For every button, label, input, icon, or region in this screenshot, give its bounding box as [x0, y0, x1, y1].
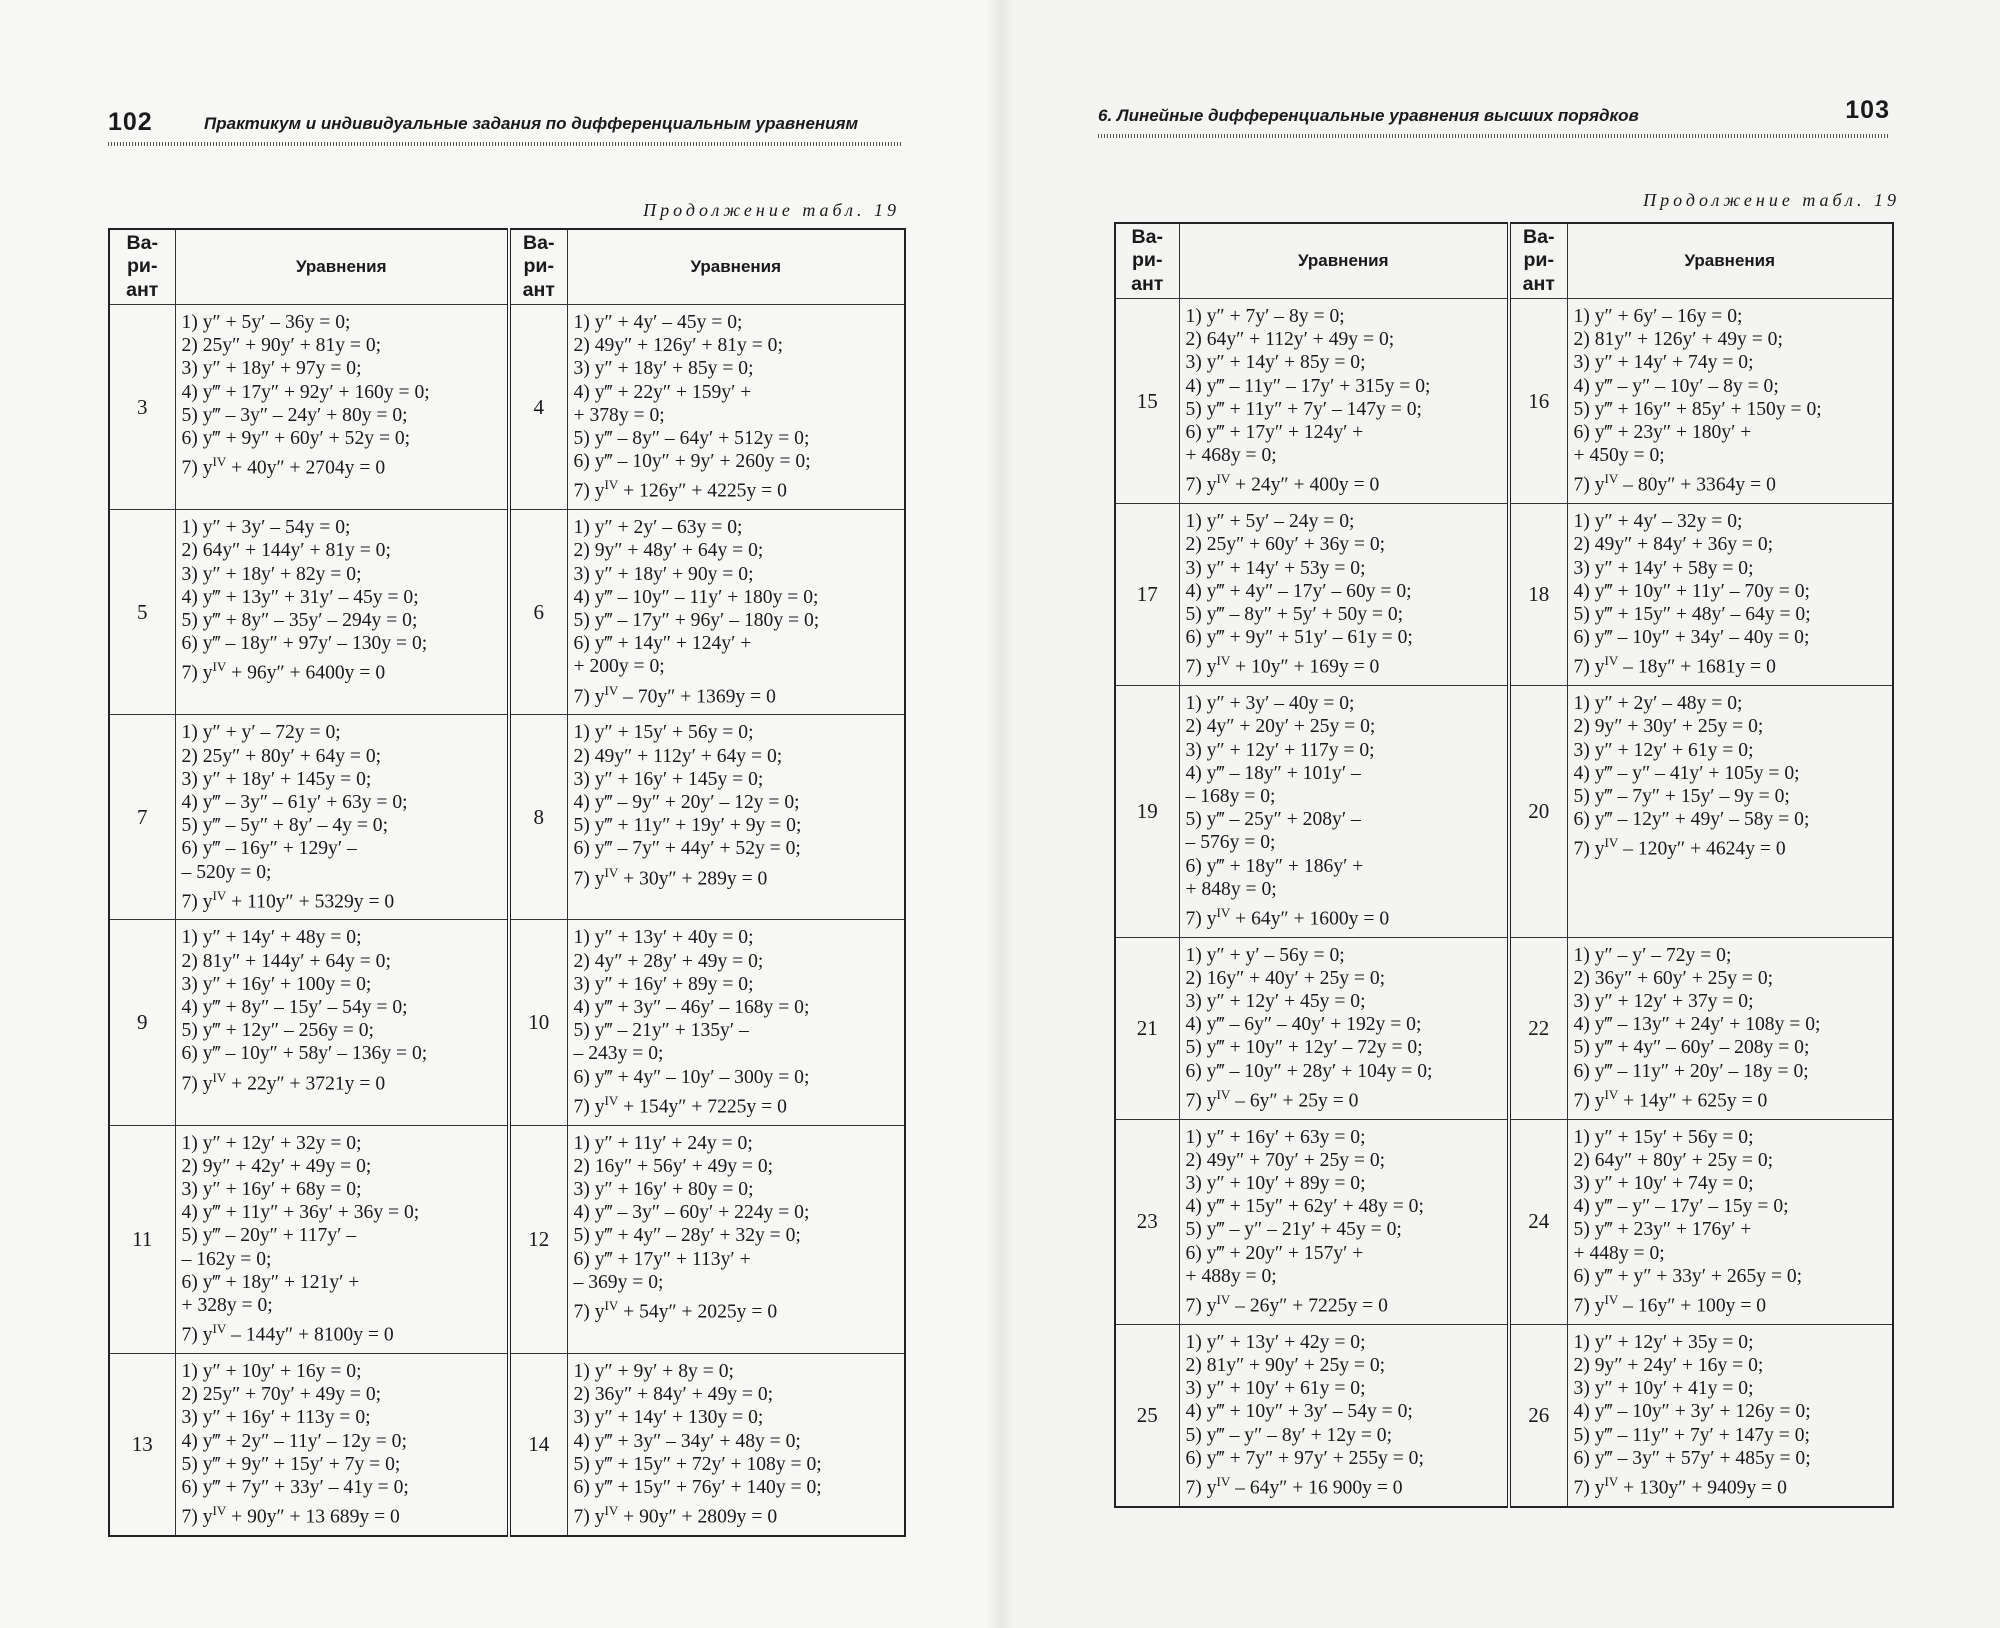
variant-number: 16 [1509, 299, 1567, 504]
variant-number: 8 [509, 715, 567, 920]
equations-cell [1179, 1324, 1509, 1506]
equations-cell [1567, 1119, 1893, 1324]
equation-line: 3) y″ + 16y′ + 80y = 0; [573, 1179, 754, 1201]
equation-line: 2) 16y″ + 56y′ + 49y = 0; [573, 1155, 774, 1177]
equation-line: 1) y″ + 4y′ – 45y = 0; [573, 312, 743, 333]
equation-line: 2) 49y″ + 70y′ + 25y = 0; [1185, 1149, 1386, 1171]
variant-column-header: Ва- ри- ант [109, 229, 175, 305]
equations-cell [1179, 937, 1509, 1119]
variant-number: 25 [1115, 1324, 1179, 1506]
equation-line: 3) y″ + 18y′ + 90y = 0; [573, 563, 754, 585]
equation-line: 6) y‴ – 11y″ + 20y′ – 18y = 0; [1573, 1060, 1809, 1082]
equation-line: 5) y‴ + 12y″ – 256y = 0; [181, 1020, 374, 1042]
variant-number: 6 [509, 510, 567, 715]
equation-line: 5) y‴ + 4y″ – 28y′ + 32y = 0; [573, 1225, 801, 1247]
equation-line: 7) $y^{IV} + 24y'' + 400y = 0$ [1185, 471, 1380, 496]
equation-line: 3) y″ + 10y′ + 74y = 0; [1573, 1173, 1754, 1195]
equation-line: 3) y″ + 14y′ + 58y = 0; [1573, 557, 1754, 579]
equation-line: 4) y‴ + 13y″ + 31y′ – 45y = 0; [181, 586, 419, 608]
equation-line: 4) y‴ + 10y″ + 11y′ – 70y = 0; [1573, 580, 1810, 602]
equation-line: + 200y = 0; [573, 656, 665, 678]
equations-column-header: Уравнения [1179, 223, 1509, 299]
variant-number: 7 [109, 715, 175, 920]
variant-number: 26 [1509, 1324, 1567, 1506]
equation-line: 5) y‴ + 15y″ + 48y′ – 64y = 0; [1573, 603, 1811, 625]
variant-number: 19 [1115, 686, 1179, 938]
equation-line: 7) $y^{IV} + 154y'' + 7225y = 0$ [573, 1092, 787, 1118]
equation-line: 1) y″ + 12y′ + 35y = 0; [1573, 1331, 1754, 1353]
equation-line: 7) $y^{IV} + 22y'' + 3721y = 0$ [181, 1069, 386, 1095]
equation-line: – 168y = 0; [1185, 785, 1276, 807]
equation-line: + 488y = 0; [1185, 1265, 1277, 1287]
equation-line: 5) y‴ – 20y″ + 117y′ – [181, 1225, 357, 1247]
equations-cell [567, 1125, 905, 1353]
equation-line: 7) $y^{IV} + 90y'' + 2809y = 0$ [573, 1503, 778, 1528]
equation-line: 2) 81y″ + 126y′ + 49y = 0; [1573, 329, 1783, 351]
table-row [109, 715, 905, 920]
equations-cell [1567, 686, 1893, 938]
equation-line: + 450y = 0; [1573, 445, 1665, 467]
equation-line: 3) y″ + 12y′ + 37y = 0; [1573, 991, 1754, 1013]
equation-line: 7) $y^{IV} + 90y'' + 13$ 689y = 0 [181, 1503, 400, 1528]
equation-line: 3) y″ + 16y′ + 145y = 0; [573, 768, 764, 790]
equation-line: 5) y‴ + 11y″ + 19y′ + 9y = 0; [573, 815, 802, 837]
equation-line: 6) y‴ + 7y″ + 33y′ – 41y = 0; [181, 1477, 409, 1498]
equation-line: 2) 81y″ + 144y′ + 64y = 0; [181, 950, 391, 972]
equation-line: 6) y‴ + 18y″ + 121y′ + [181, 1271, 360, 1293]
equations-cell [175, 1353, 509, 1535]
equation-line: 3) y″ + 18y′ + 97y = 0; [181, 358, 362, 380]
equation-line: 3) y″ + 12y′ + 45y = 0; [1185, 991, 1366, 1013]
equation-line: 4) y‴ + 4y″ – 17y′ – 60y = 0; [1185, 580, 1412, 602]
equation-line: 6) y‴ + 18y″ + 186y′ + [1185, 855, 1364, 877]
equation-line: 5) y‴ + 4y″ – 60y′ – 208y = 0; [1573, 1037, 1810, 1059]
equation-line: 2) 64y″ + 144y′ + 81y = 0; [181, 540, 391, 562]
equation-line: 7) $y^{IV} + 64y'' + 1600y = 0$ [1185, 904, 1390, 930]
running-title: 6. Линейные дифференциальные уравнения высших порядков [1098, 106, 1639, 125]
equation-line: 2) 25y″ + 90y′ + 81y = 0; [181, 335, 382, 357]
equation-line: 6) y‴ + 9y″ + 51y′ – 61y = 0; [1185, 627, 1413, 649]
equation-line: 3) y″ + 18y′ + 82y = 0; [181, 563, 362, 585]
equation-line: 7) $y^{IV} - 64y'' + 16$ 900y = 0 [1185, 1474, 1403, 1499]
table-row [109, 1125, 905, 1353]
equation-line: 1) y″ + y′ – 72y = 0; [181, 722, 341, 744]
equation-line: 6) y‴ – 3y″ + 57y′ + 485y = 0; [1573, 1447, 1811, 1469]
variant-number: 18 [1509, 504, 1567, 686]
table-row [109, 305, 905, 510]
table-caption: Продолжение табл. 19 [643, 200, 900, 220]
equation-line: 3) y″ + 16y′ + 68y = 0; [181, 1179, 362, 1201]
equation-line: 6) y‴ + 20y″ + 157y′ + [1185, 1242, 1364, 1264]
table-row [1115, 504, 1893, 686]
equation-line: 7) $y^{IV} + 14y'' + 625y = 0$ [1573, 1086, 1768, 1112]
equations-cell [1179, 504, 1509, 686]
equation-line: 4) y‴ – y″ – 10y′ – 8y = 0; [1573, 375, 1779, 397]
equation-line: 1) y″ + 6y′ – 16y = 0; [1573, 306, 1743, 327]
equation-line: 1) y″ + 12y′ + 32y = 0; [181, 1132, 362, 1154]
equation-line: 7) $y^{IV} + 126y'' + 4225y = 0$ [573, 477, 787, 502]
equation-line: – 369y = 0; [573, 1271, 664, 1293]
equation-line: 5) y‴ + 23y″ + 176y′ + [1573, 1219, 1752, 1241]
equations-cell [567, 305, 905, 510]
equation-line: 4) y‴ + 11y″ + 36y′ + 36y = 0; [181, 1202, 420, 1224]
equation-line: 7) $y^{IV} + 130y'' + 9409y = 0$ [1573, 1474, 1787, 1499]
equation-line: 3) y″ + 14y′ + 85y = 0; [1185, 352, 1366, 374]
equation-line: 4) y‴ – 10y″ – 11y′ + 180y = 0; [573, 586, 819, 608]
equation-line: 5) y‴ + 9y″ + 15y′ + 7y = 0; [181, 1453, 401, 1475]
equations-cell [567, 715, 905, 920]
equation-line: 1) y″ + 3y′ – 40y = 0; [1185, 693, 1355, 715]
equation-line: 5) y‴ – y″ – 21y′ + 45y = 0; [1185, 1219, 1402, 1241]
equations-cell [175, 920, 509, 1125]
equation-line: 6) y‴ + y″ + 33y′ + 265y = 0; [1573, 1265, 1803, 1287]
equations-cell [1567, 299, 1893, 504]
equation-line: + 328y = 0; [181, 1295, 273, 1317]
equation-line: 7) $y^{IV} + 96y'' + 6400y = 0$ [181, 659, 386, 684]
equation-line: 4) y‴ – 6y″ – 40y′ + 192y = 0; [1185, 1014, 1422, 1036]
variant-number: 9 [109, 920, 175, 1125]
equation-line: 7) $y^{IV} + 10y'' + 169y = 0$ [1185, 653, 1380, 678]
equation-line: 2) 81y″ + 90y′ + 25y = 0; [1185, 1354, 1386, 1376]
equation-line: 5) y‴ + 15y″ + 72y′ + 108y = 0; [573, 1453, 822, 1475]
equation-line: 7) $y^{IV} - 144y'' + 8100y = 0$ [181, 1321, 394, 1346]
equations-cell [1179, 299, 1509, 504]
equation-line: 6) y‴ – 10y″ + 58y′ – 136y = 0; [181, 1043, 428, 1065]
equation-line: 2) 16y″ + 40y′ + 25y = 0; [1185, 967, 1386, 989]
page-header [1098, 96, 1890, 140]
equations-cell [1179, 1119, 1509, 1324]
equation-line: 3) y″ + 16y′ + 89y = 0; [573, 973, 754, 995]
equation-line: 5) y‴ – 17y″ + 96y′ – 180y = 0; [573, 609, 820, 631]
equation-line: 5) y‴ + 11y″ + 7y′ – 147y = 0; [1185, 398, 1422, 420]
equation-line: 5) y‴ – 8y″ + 5y′ + 50y = 0; [1185, 603, 1404, 625]
equation-line: 4) y‴ – y″ – 41y′ + 105y = 0; [1573, 762, 1800, 784]
equation-line: 6) y‴ – 18y″ + 97y′ – 130y = 0; [181, 633, 428, 655]
equation-line: 5) y‴ + 10y″ + 12y′ – 72y = 0; [1185, 1037, 1423, 1059]
equation-line: 6) y‴ – 7y″ + 44y′ + 52y = 0; [573, 838, 801, 860]
book-spine [985, 0, 1015, 1628]
equation-line: 1) y″ + 5y′ – 24y = 0; [1185, 511, 1355, 533]
equation-line: 2) 9y″ + 42y′ + 49y = 0; [181, 1155, 372, 1177]
equations-column-header: Уравнения [1567, 223, 1893, 299]
equation-line: 1) y″ + 5y′ – 36y = 0; [181, 312, 351, 333]
equation-line: 5) y‴ – 11y″ + 7y′ + 147y = 0; [1573, 1424, 1810, 1446]
equation-line: 2) 36y″ + 84y′ + 49y = 0; [573, 1384, 774, 1406]
equation-line: 1) y″ + 15y′ + 56y = 0; [573, 722, 754, 744]
equations-cell [1179, 686, 1509, 938]
equation-line: 4) y‴ – 3y″ – 61y′ + 63y = 0; [181, 791, 408, 813]
equations-cell [1567, 504, 1893, 686]
variant-number: 20 [1509, 686, 1567, 938]
equations-cell [1567, 1324, 1893, 1506]
equation-line: 5) y‴ – 25y″ + 208y′ – [1185, 809, 1361, 831]
equation-line: 2) 4y″ + 28y′ + 49y = 0; [573, 950, 764, 972]
equation-line: 1) y″ + 10y′ + 16y = 0; [181, 1360, 362, 1382]
equation-line: + 848y = 0; [1185, 878, 1277, 900]
equation-line: 1) y″ + 7y′ – 8y = 0; [1185, 306, 1345, 327]
equation-line: 4) y‴ + 10y″ + 3y′ – 54y = 0; [1185, 1401, 1413, 1423]
variant-number: 22 [1509, 937, 1567, 1119]
equation-line: 2) 64y″ + 80y′ + 25y = 0; [1573, 1149, 1774, 1171]
equation-line: 5) y‴ – y″ – 8y′ + 12y = 0; [1185, 1424, 1393, 1446]
right-page [1000, 0, 2000, 1628]
equation-line: 5) y‴ + 16y″ + 85y′ + 150y = 0; [1573, 398, 1822, 420]
equation-line: 7) $y^{IV} + 54y'' + 2025y = 0$ [573, 1298, 778, 1323]
equations-column-header: Уравнения [175, 229, 509, 305]
table-row [109, 510, 905, 715]
equations-table [108, 228, 906, 1537]
equation-line: 2) 36y″ + 60y′ + 25y = 0; [1573, 967, 1774, 989]
equation-line: 6) y‴ + 4y″ – 10y′ – 300y = 0; [573, 1066, 810, 1088]
equation-line: 5) y‴ – 8y″ – 64y′ + 512y = 0; [573, 428, 810, 450]
equation-line: – 576y = 0; [1185, 832, 1276, 854]
equations-table [1114, 222, 1894, 1508]
variant-number: 13 [109, 1353, 175, 1535]
equation-line: 1) y″ + 9y′ + 8y = 0; [573, 1360, 734, 1382]
equation-line: + 468y = 0; [1185, 445, 1277, 467]
equations-column-header: Уравнения [567, 229, 905, 305]
equation-line: 6) y‴ – 16y″ + 129y′ – [181, 838, 357, 860]
equation-line: 2) 64y″ + 112y′ + 49y = 0; [1185, 329, 1395, 351]
equation-line: 7) $y^{IV} - 18y'' + 1681y = 0$ [1573, 653, 1776, 678]
equation-line: 6) y‴ – 10y″ + 9y′ + 260y = 0; [573, 451, 811, 473]
equation-line: 3) y″ + 10y′ + 61y = 0; [1185, 1378, 1366, 1400]
equation-line: 3) y″ + 14y′ + 74y = 0; [1573, 352, 1754, 374]
equation-line: 4) y‴ – 11y″ – 17y′ + 315y = 0; [1185, 375, 1431, 397]
equation-line: 2) 49y″ + 112y′ + 64y = 0; [573, 745, 783, 767]
equation-line: 6) y‴ + 23y″ + 180y′ + [1573, 422, 1752, 444]
equation-line: 4) y‴ + 17y″ + 92y′ + 160y = 0; [181, 381, 430, 403]
equation-line: – 243y = 0; [573, 1043, 664, 1065]
equation-line: 3) y″ + 18y′ + 145y = 0; [181, 768, 372, 790]
equation-line: 3) y″ + 10y′ + 89y = 0; [1185, 1173, 1366, 1195]
equation-line: 4) y‴ – 18y″ + 101y′ – [1185, 762, 1361, 784]
equation-line: 2) 9y″ + 30y′ + 25y = 0; [1573, 716, 1764, 738]
equation-line: 3) y″ + 16y′ + 100y = 0; [181, 973, 372, 995]
equations-cell [175, 715, 509, 920]
equation-line: 2) 49y″ + 84y′ + 36y = 0; [1573, 534, 1774, 556]
equation-line: 7) $y^{IV} - 70y'' + 1369y = 0$ [573, 682, 776, 708]
equation-line: 2) 25y″ + 80y′ + 64y = 0; [181, 745, 382, 767]
equation-line: + 448y = 0; [1573, 1242, 1665, 1264]
equation-line: 2) 9y″ + 24y′ + 16y = 0; [1573, 1354, 1764, 1376]
equation-line: 3) y″ + 12y′ + 61y = 0; [1573, 739, 1754, 761]
running-title: Практикум и индивидуальные задания по дифференциальным уравнениям [204, 114, 859, 133]
equation-line: 1) y″ + y′ – 56y = 0; [1185, 944, 1345, 966]
variant-number: 24 [1509, 1119, 1567, 1324]
equation-line: 7) $y^{IV} + 40y'' + 2704y = 0$ [181, 454, 386, 479]
equation-line: 4) y‴ – 10y″ + 3y′ + 126y = 0; [1573, 1401, 1811, 1423]
variant-column-header: Ва- ри- ант [1509, 223, 1567, 299]
equation-line: 7) $y^{IV} - 26y'' + 7225y = 0$ [1185, 1292, 1388, 1317]
equation-line: 7) $y^{IV} - 120y'' + 4624y = 0$ [1573, 835, 1786, 860]
equation-line: 1) y″ + 11y′ + 24y = 0; [573, 1132, 753, 1154]
page-header [108, 108, 902, 148]
variant-number: 11 [109, 1125, 175, 1353]
equation-line: 5) y‴ – 5y″ + 8y′ – 4y = 0; [181, 815, 389, 837]
variant-number: 23 [1115, 1119, 1179, 1324]
equation-line: – 162y = 0; [181, 1248, 272, 1270]
equation-line: 7) $y^{IV} + 30y'' + 289y = 0$ [573, 864, 768, 890]
header-rule [1098, 134, 1890, 138]
equations-cell [175, 510, 509, 715]
equation-line: 6) y‴ – 12y″ + 49y′ – 58y = 0; [1573, 809, 1810, 831]
equation-line: 7) $y^{IV} - 16y'' + 100y = 0$ [1573, 1292, 1767, 1317]
page-number: 103 [1845, 96, 1890, 124]
equation-line: 1) y″ + 3y′ – 54y = 0; [181, 517, 351, 539]
equation-line: 6) y‴ + 9y″ + 60y′ + 52y = 0; [181, 428, 411, 450]
equation-line: 1) y″ + 13y′ + 42y = 0; [1185, 1331, 1366, 1353]
variant-number: 4 [509, 305, 567, 510]
equation-line: 7) $y^{IV} - 80y'' + 3364y = 0$ [1573, 471, 1776, 496]
equation-line: 5) y‴ + 8y″ – 35y′ – 294y = 0; [181, 609, 418, 631]
variant-number: 14 [509, 1353, 567, 1535]
table-row [1115, 299, 1893, 504]
equation-line: 3) y″ + 16y′ + 113y = 0; [181, 1407, 371, 1429]
equation-line: 6) y‴ + 17y″ + 124y′ + [1185, 422, 1364, 444]
page-number: 102 [108, 108, 153, 136]
equation-line: 7) $y^{IV} + 110y'' + 5329y = 0$ [181, 887, 395, 913]
equation-line: 5) y‴ – 7y″ + 15y′ – 9y = 0; [1573, 785, 1790, 807]
equations-cell [1567, 937, 1893, 1119]
equation-line: 1) y″ + 14y′ + 48y = 0; [181, 927, 362, 949]
equation-line: 1) y″ + 16y′ + 63y = 0; [1185, 1126, 1366, 1148]
variant-number: 17 [1115, 504, 1179, 686]
variant-number: 15 [1115, 299, 1179, 504]
equations-cell [567, 1353, 905, 1535]
variant-number: 3 [109, 305, 175, 510]
equation-line: 4) y‴ – 13y″ + 24y′ + 108y = 0; [1573, 1014, 1821, 1036]
table-row [1115, 686, 1893, 938]
equation-line: 5) y‴ – 21y″ + 135y′ – [573, 1020, 749, 1042]
equations-cell [175, 305, 509, 510]
equation-line: + 378y = 0; [573, 404, 665, 426]
equation-line: 4) y‴ + 3y″ – 34y′ + 48y = 0; [573, 1430, 801, 1452]
header-rule [108, 142, 902, 146]
table-row [1115, 1119, 1893, 1324]
equation-line: 5) y‴ – 3y″ – 24y′ + 80y = 0; [181, 404, 408, 426]
equations-cell [175, 1125, 509, 1353]
equation-line: 3) y″ + 18y′ + 85y = 0; [573, 358, 754, 380]
equation-line: 6) y‴ + 15y″ + 76y′ + 140y = 0; [573, 1477, 822, 1498]
equation-line: 6) y‴ + 7y″ + 97y′ + 255y = 0; [1185, 1447, 1424, 1469]
variant-number: 12 [509, 1125, 567, 1353]
equation-line: 4) y‴ + 22y″ + 159y′ + [573, 381, 752, 403]
equation-line: 3) y″ + 14y′ + 53y = 0; [1185, 557, 1366, 579]
equation-line: 3) y″ + 10y′ + 41y = 0; [1573, 1378, 1754, 1400]
equation-line: 2) 4y″ + 20y′ + 25y = 0; [1185, 716, 1376, 738]
equation-line: 3) y″ + 12y′ + 117y = 0; [1185, 739, 1375, 761]
equation-line: 2) 25y″ + 60y′ + 36y = 0; [1185, 534, 1386, 556]
equation-line: 7) $y^{IV} - 6y'' + 25y = 0$ [1185, 1086, 1359, 1112]
equation-line: 4) y‴ + 3y″ – 46y′ – 168y = 0; [573, 997, 810, 1019]
equation-line: 3) y″ + 14y′ + 130y = 0; [573, 1407, 764, 1429]
equation-line: 1) y″ + 2y′ – 48y = 0; [1573, 693, 1743, 715]
equation-line: 4) y‴ + 2y″ – 11y′ – 12y = 0; [181, 1430, 407, 1452]
equation-line: 4) y‴ – 9y″ + 20y′ – 12y = 0; [573, 791, 800, 813]
equation-line: 1) y″ – y′ – 72y = 0; [1573, 944, 1732, 966]
equation-line: 1) y″ + 2y′ – 63y = 0; [573, 517, 743, 539]
equations-cell [567, 920, 905, 1125]
table-row [109, 1353, 905, 1535]
equation-line: 1) y″ + 13y′ + 40y = 0; [573, 927, 754, 949]
equation-line: 4) y‴ + 8y″ – 15y′ – 54y = 0; [181, 997, 408, 1019]
equation-line: 4) y‴ – 3y″ – 60y′ + 224y = 0; [573, 1202, 810, 1224]
equation-line: 6) y‴ + 14y″ + 124y′ + [573, 633, 752, 655]
variant-column-header: Ва- ри- ант [1115, 223, 1179, 299]
equation-line: 2) 49y″ + 126y′ + 81y = 0; [573, 335, 783, 357]
table-row [1115, 1324, 1893, 1506]
variant-number: 21 [1115, 937, 1179, 1119]
equation-line: 6) y‴ – 10y″ + 28y′ + 104y = 0; [1185, 1060, 1433, 1082]
equation-line: 4) y‴ – y″ – 17y′ – 15y = 0; [1573, 1196, 1789, 1218]
equation-line: 1) y″ + 15y′ + 56y = 0; [1573, 1126, 1754, 1148]
equation-line: 2) 25y″ + 70y′ + 49y = 0; [181, 1384, 382, 1406]
table-caption: Продолжение табл. 19 [1643, 190, 1900, 210]
equation-line: 6) y‴ – 10y″ + 34y′ – 40y = 0; [1573, 627, 1810, 649]
equation-line: 1) y″ + 4y′ – 32y = 0; [1573, 511, 1743, 533]
equation-line: 6) y‴ + 17y″ + 113y′ + [573, 1248, 751, 1270]
equations-cell [567, 510, 905, 715]
variant-number: 10 [509, 920, 567, 1125]
table-row [1115, 937, 1893, 1119]
variant-number: 5 [109, 510, 175, 715]
table-row [109, 920, 905, 1125]
equation-line: – 520y = 0; [181, 861, 272, 883]
variant-column-header: Ва- ри- ант [509, 229, 567, 305]
equation-line: 2) 9y″ + 48y′ + 64y = 0; [573, 540, 764, 562]
equation-line: 4) y‴ + 15y″ + 62y′ + 48y = 0; [1185, 1196, 1424, 1218]
